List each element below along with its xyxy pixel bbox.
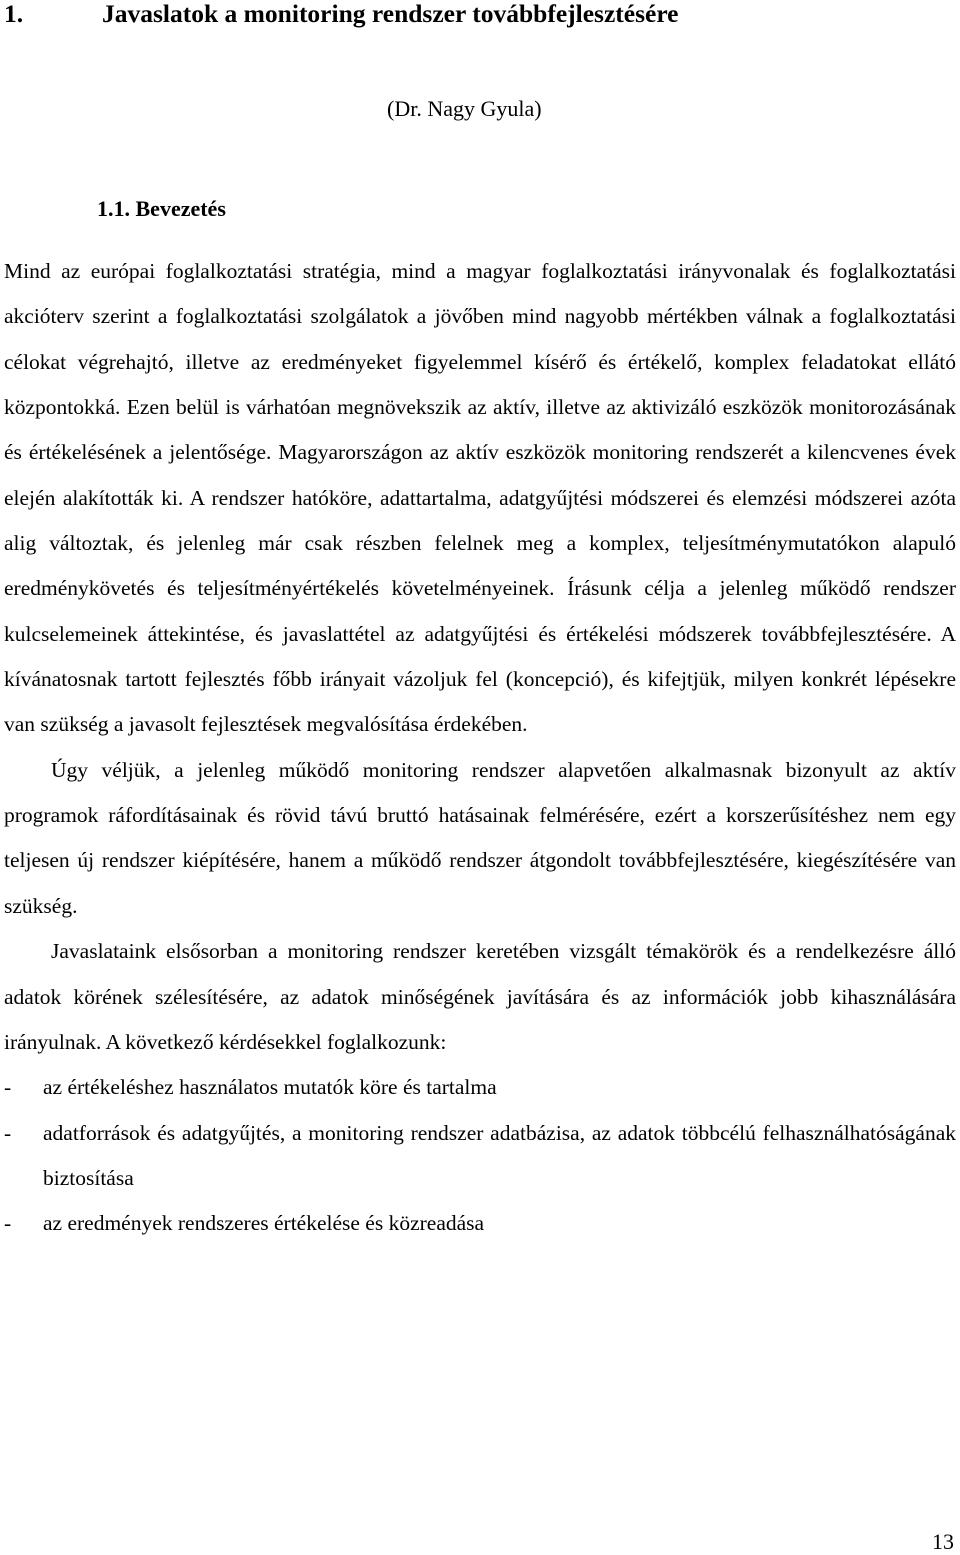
chapter-heading — [4, 0, 679, 30]
topic-list — [4, 1065, 956, 1246]
author-line: (Dr. Nagy Gyula) — [387, 96, 542, 121]
list-item-text: adatforrások és adatgyűjtés, a monitoring rendszer adatbázisa, az adatok többcélú felhasználhatóságának biztosítása — [43, 1120, 956, 1190]
chapter-title: Javaslatok a monitoring rendszer továbbfejlesztésére — [102, 0, 679, 28]
body-text — [4, 249, 956, 1247]
list-item-text: az eredmények rendszeres értékelése és közreadása — [43, 1211, 485, 1236]
paragraph-assessment: Úgy véljük, a jelenleg működő monitoring rendszer alapvetően alkalmasnak bizonyult az aktív programok ráfordításainak és rövid távú bruttó hatásainak felmérésére, ezért a korszerűsítéshez nem egy teljesen új rendszer kiépítésére, hanem a működő rendszer átgondolt továbbfejlesztésére, kiegészítésére van szükség. — [4, 757, 956, 918]
paragraph-proposals: Javaslataink elsősorban a monitoring rendszer keretében vizsgált témakörök és a rendelkezésre álló adatok körének szélesítésére, az adatok minőségének javítására és az információk jobb kihasználására irányulnak. A következő kérdésekkel foglalkozunk: — [4, 939, 956, 1054]
list-dash: - — [4, 1075, 12, 1100]
paragraph-intro: Mind az európai foglalkoztatási stratégia, mind a magyar foglalkoztatási irányvonalak és foglalkoztatási akcióterv szerint a foglalkoztatási szolgálatok a jövőben mind nagyobb mértékben válnak a foglalkoztatási célokat végrehajtó, illetve az eredményeket figyelemmel kísérő és értékelő, komplex feladatokat ellátó központokká. Ezen belül is várhatóan megnövekszik az aktív, illetve az aktivizáló eszközök monitorozásának és értékelésének a jelentősége. Magyarországon az aktív eszközök monitoring rendszerét a kilencvenes évek elején alakították ki. A rendszer hatóköre, adattartalma, adatgyűjtési módszerei és elemzési módszerei azóta alig változtak, és jelenleg már csak részben felelnek meg a komplex, teljesítménymutatókon alapuló eredménykövetés és teljesítményértékelés követelményeinek. Írásunk célja a jelenleg működő rendszer kulcselemeinek áttekintése, és javaslattétel az adatgyűjtési és értékelési módszerek továbbfejlesztésére. A kívánatosnak tartott fejlesztés főbb irányait vázoljuk fel (koncepció), és kifejtjük, milyen konkrét lépésekre van szükség a javasolt fejlesztések megvalósítása érdekében. — [4, 259, 956, 737]
page-number: 13 — [932, 1529, 954, 1554]
section-heading — [97, 194, 226, 224]
list-dash: - — [4, 1120, 12, 1145]
list-item-text: az értékeléshez használatos mutatók köre és tartalma — [43, 1075, 497, 1100]
list-item — [4, 1065, 956, 1110]
chapter-number: 1. — [4, 0, 24, 28]
section-number: 1.1. — [97, 196, 130, 221]
list-item — [4, 1111, 956, 1202]
section-title: Bevezetés — [135, 196, 226, 221]
list-dash: - — [4, 1211, 12, 1236]
list-item — [4, 1201, 956, 1246]
